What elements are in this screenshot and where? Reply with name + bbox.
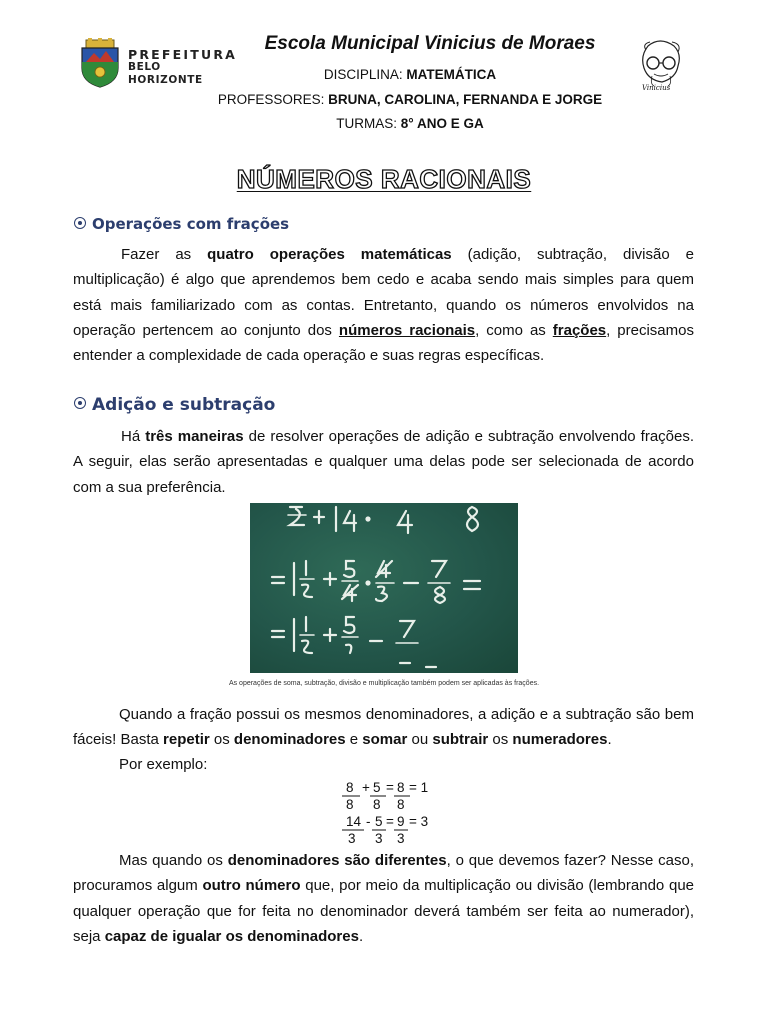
text-span: os [488, 731, 513, 749]
text-span: , o que devemos fazer? Nesse caso, procuramos algum [73, 852, 694, 895]
text-span: que, por meio da multiplicação ou divisão (lembrando que qualquer operação que for feita no denominador deverá também ser feita ao numerador), seja [73, 877, 694, 945]
image-caption: As operações de soma, subtração, divisão e multiplicação também podem ser aplicadas às frações. [228, 680, 540, 687]
bold-span: denominadores [233, 731, 346, 749]
classes-line [120, 116, 700, 131]
numerator: 9 [397, 814, 405, 829]
text-span: . [607, 731, 612, 749]
bold-underline-span: frações [552, 321, 607, 339]
section2-paragraph1 [73, 424, 694, 500]
denominator: 3 [397, 831, 405, 846]
discipline-line [120, 67, 700, 82]
city-crest-icon [78, 38, 122, 88]
chalkboard-fractions-drawing [250, 503, 518, 673]
section-heading-adicao [74, 395, 275, 415]
numerator: 5 [375, 814, 383, 829]
fraction-bars [340, 779, 450, 815]
bold-span: subtrair [432, 731, 489, 749]
teachers-value: BRUNA, CAROLINA, FERNANDA E JORGE [328, 92, 603, 107]
bold-span: quatro operações matemáticas [207, 246, 452, 263]
denominator: 8 [397, 797, 405, 812]
text-span: ou [407, 731, 433, 749]
bold-underline-span: números racionais [338, 321, 476, 339]
denominator: 3 [348, 831, 356, 846]
result: = 1 [409, 780, 429, 795]
bold-span: numeradores [512, 731, 608, 749]
numerator: 8 [346, 780, 354, 795]
denominator: 8 [373, 797, 381, 812]
bold-span: capaz de igualar os denominadores [104, 927, 359, 945]
text-span: Mas quando os [119, 852, 228, 869]
logo-line1: PREFEITURA [128, 47, 238, 62]
text-span: (adição, subtração, divisão e multiplicação) é algo que aprendemos bem cedo e acaba sendo mais simples para quem está mais familiarizado com as contas. Entretanto, quando os números envolvidos na operação pertencem ao conjunto dos [73, 246, 694, 339]
denominator: 3 [375, 831, 383, 846]
vinicius-sketch [632, 36, 690, 100]
text-span: Fazer as [121, 246, 208, 263]
classes-label: TURMAS: [336, 116, 398, 131]
logo-line2: BELO HORIZONTE [128, 61, 203, 86]
section1-heading-text: Operações com frações [92, 215, 290, 233]
bold-span: outro número [202, 877, 301, 895]
text-span: os [209, 731, 234, 749]
numerator: 5 [373, 780, 381, 795]
bullet-icon [74, 397, 86, 409]
section2-heading-text: Adição e subtração [92, 395, 276, 415]
example-label: Por exemplo: [119, 756, 208, 773]
classes-value: 8° ANO E GA [400, 116, 484, 131]
result: = 3 [409, 814, 429, 829]
page-title: NÚMEROS RACIONAIS [236, 164, 532, 194]
equals: = [386, 814, 394, 829]
discipline-value: MATEMÁTICA [406, 67, 497, 82]
denominator: 8 [346, 797, 354, 812]
section1-paragraph [73, 242, 694, 368]
teachers-line [120, 92, 700, 107]
text-span: , como as [475, 321, 553, 339]
text-span: de resolver operações de adição e subtração envolvendo frações. A seguir, elas serão apresentadas e qualquer uma delas pode ser selecionada de acordo com a sua preferência. [73, 428, 695, 496]
bullet-icon [74, 217, 86, 229]
text-span: . [358, 927, 364, 945]
operator: + [362, 780, 370, 795]
section2-paragraph2 [73, 702, 694, 753]
text-span: Quando a fração possui os mesmos denominadores, a adição e a subtração são bem fáceis! Basta [73, 706, 694, 749]
operator: - [366, 814, 371, 829]
bold-span: repetir [163, 731, 210, 749]
sketch-signature: Vinicius [642, 84, 671, 92]
equals: = [386, 780, 394, 795]
section-heading-operacoes [74, 215, 289, 233]
teachers-label: PROFESSORES: [217, 92, 325, 107]
bold-span: três maneiras [145, 428, 244, 445]
bold-span: somar [362, 731, 408, 749]
section2-paragraph3 [73, 848, 694, 949]
bold-span: denominadores são diferentes [227, 852, 447, 869]
numerator: 8 [397, 780, 405, 795]
text-span: e [345, 731, 363, 749]
numerator: 14 [346, 814, 362, 829]
school-name: Escola Municipal Vinicius de Moraes [264, 33, 596, 54]
text-span: Há [121, 428, 146, 445]
discipline-label: DISCIPLINA: [323, 67, 403, 82]
chalkboard-image [250, 503, 518, 673]
text-span: , precisamos entender a complexidade de cada operação e suas regras específicas. [73, 321, 694, 365]
